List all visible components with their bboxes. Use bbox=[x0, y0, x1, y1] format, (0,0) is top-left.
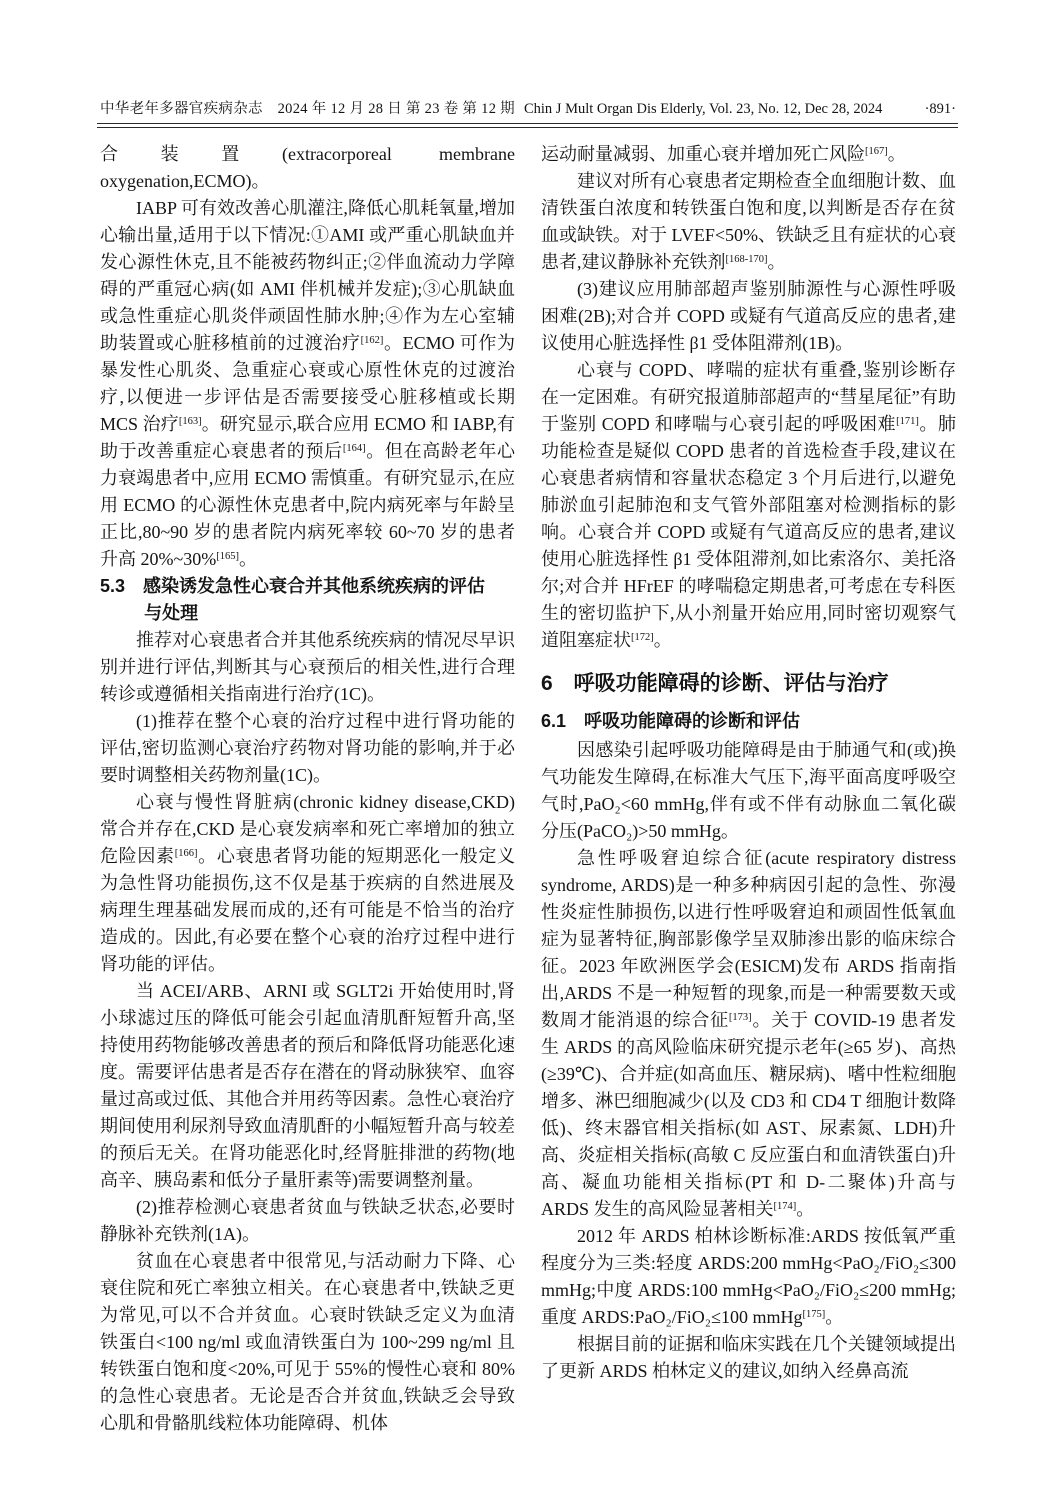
article-body bbox=[100, 141, 956, 1437]
paragraph: (1)推荐在整个心衰的治疗过程中进行肾功能的评估,密切监测心衰治疗药物对肾功能的影响,并于必要时调整相关药物剂量(1C)。 bbox=[100, 711, 515, 785]
reference-superscript: [172] bbox=[631, 632, 654, 643]
subsection-heading-line: 6.1 呼吸功能障碍的诊断和评估 bbox=[541, 711, 801, 731]
reference-superscript: [173] bbox=[728, 1012, 752, 1023]
page-number: ·891· bbox=[924, 101, 956, 117]
header-double-rule bbox=[97, 123, 958, 128]
reference-superscript: [168-170] bbox=[725, 254, 768, 265]
text-column-right bbox=[541, 141, 956, 1437]
reference-superscript: [165] bbox=[216, 551, 239, 562]
page-header bbox=[100, 97, 956, 118]
paragraph: 建议对所有心衰患者定期检查全血细胞计数、血清铁蛋白浓度和转铁蛋白饱和度,以判断是否存在贫血或缺铁。对于 LVEF<50%、铁缺乏且有症状的心衰患者,建议静脉补充铁剂[168-170]。 bbox=[541, 171, 956, 272]
journal-title-cn: 中华老年多器官疾病杂志 2024 年 12 月 28 日 第 23 卷 第 12 期 bbox=[100, 101, 515, 117]
paragraph: 当 ACEI/ARB、ARNI 或 SGLT2i 开始使用时,肾小球滤过压的降低可能会引起血清肌酐短暂升高,坚持使用药物能够改善患者的预后和降低肾功能恶化速度。需要评估患者是否存在潜在的肾动脉狭窄、血容量过高或过低、其他合并用药等因素。急性心衰治疗期间使用利尿剂导致血清肌酐的小幅短暂升高与较差的预后无关。在肾功能恶化时,经肾脏排泄的药物(地高辛、胰岛素和低分子量肝素等)需要调整剂量。 bbox=[100, 981, 515, 1190]
reference-superscript: [164] bbox=[342, 443, 366, 454]
paragraph: 贫血在心衰患者中很常见,与活动耐力下降、心衰住院和死亡率独立相关。在心衰患者中,铁缺乏更为常见,可以不合并贫血。心衰时铁缺乏定义为血清铁蛋白<100 ng/ml 或血清铁蛋白为 100~299 ng/ml 且转铁蛋白饱和度<20%,可见于 55%的慢性心衰和 80%的急性心衰患者。无论是否合并贫血,铁缺乏会导致心肌和骨骼肌线粒体功能障碍、机体 bbox=[100, 1251, 515, 1433]
reference-superscript: [163] bbox=[178, 416, 202, 427]
subsection-heading-line: 与处理 bbox=[144, 603, 199, 623]
paragraph: 根据目前的证据和临床实践在几个关键领域提出了更新 ARDS 柏林定义的建议,如纳入经鼻高流 bbox=[541, 1334, 956, 1381]
paragraph: (3)建议应用肺部超声鉴别肺源性与心源性呼吸困难(2B);对合并 COPD 或疑有气道高反应的患者,建议使用心脏选择性 β1 受体阻滞剂(1B)。 bbox=[541, 279, 956, 353]
paragraph: (2)推荐检测心衰患者贫血与铁缺乏状态,必要时静脉补充铁剂(1A)。 bbox=[100, 1197, 515, 1244]
paragraph: 因感染引起呼吸功能障碍是由于肺通气和(或)换气功能发生障碍,在标准大气压下,海平面高度呼吸空气时,PaO₂<60 mmHg,伴有或不伴有动脉血二氧化碳分压(PaCO₂)>50 mmHg。 bbox=[541, 740, 956, 841]
paragraph: 运动耐量减弱、加重心衰并增加死亡风险[167]。 bbox=[541, 144, 906, 164]
paragraph: 2012 年 ARDS 柏林诊断标准:ARDS 按低氧严重程度分为三类:轻度 ARDS:200 mmHg<PaO₂/FiO₂≤300 mmHg;中度 ARDS:100 mmHg<PaO₂/FiO₂≤200 mmHg;重度 ARDS:PaO₂/FiO₂≤100 mmHg[175]。 bbox=[541, 1226, 956, 1327]
paragraph: 心衰与 COPD、哮喘的症状有重叠,鉴别诊断存在一定困难。有研究报道肺部超声的“彗星尾征”有助于鉴别 COPD 和哮喘与心衰引起的呼吸困难[171]。肺功能检查是疑似 COPD 患者的首选检查手段,建议在心衰患者病情和容量状态稳定 3 个月后进行,以避免肺淤血引起肺泡和支气管外部阻塞对检测指标的影响。心衰合并 COPD 或疑有气道高反应的患者,建议使用心脏选择性 β1 受体阻滞剂,如比索洛尔、美托洛尔;对合并 HFrEF 的哮喘稳定期患者,可考虑在专科医生的密切监护下,从小剂量开始应用,同时密切观察气道阻塞症状[172]。 bbox=[541, 360, 956, 650]
reference-superscript: [162] bbox=[360, 335, 384, 346]
paragraph: 急性呼吸窘迫综合征(acute respiratory distress syndrome, ARDS)是一种多种病因引起的急性、弥漫性炎症性肺损伤,以进行性呼吸窘迫和顽固性低氧血症为显著特征,胸部影像学呈双肺渗出影的临床综合征。2023 年欧洲医学会(ESICM)发布 ARDS 指南指出,ARDS 不是一种短暂的现象,而是一种需要数天或数周才能消退的综合征[173]。关于 COVID-19 患者发生 ARDS 的高风险临床研究提示老年(≥65 岁)、高热(≥39℃)、合并症(如高血压、糖尿病)、嗜中性粒细胞增多、淋巴细胞减少(以及 CD3 和 CD4 T 细胞计数降低)、终末器官相关指标(如 AST、尿素氮、LDH)升高、炎症相关指标(高敏 C 反应蛋白和血清铁蛋白)升高、凝血功能相关指标(PT 和 D-二聚体)升高与 ARDS 发生的高风险显著相关[174]。 bbox=[541, 848, 956, 1219]
paragraph: 推荐对心衰患者合并其他系统疾病的情况尽早识别并进行评估,判断其与心衰预后的相关性,进行合理转诊或遵循相关指南进行治疗(1C)。 bbox=[100, 630, 515, 704]
paragraph: 合装置(extracorporeal membrane oxygenation,ECMO)。 bbox=[100, 144, 515, 191]
subsection-heading-line: 5.3 感染诱发急性心衰合并其他系统疾病的评估 bbox=[100, 576, 486, 596]
reference-superscript: [166] bbox=[174, 848, 198, 859]
reference-superscript: [175] bbox=[802, 1309, 826, 1320]
reference-superscript: [171] bbox=[896, 416, 919, 427]
reference-superscript: [167] bbox=[865, 146, 888, 157]
subsection-heading bbox=[100, 573, 515, 627]
journal-title-en: Chin J Mult Organ Dis Elderly, Vol. 23, No. 12, Dec 28, 2024 bbox=[523, 101, 883, 117]
paragraph: 心衰与慢性肾脏病(chronic kidney disease,CKD)常合并存在,CKD 是心衰发病率和死亡率增加的独立危险因素[166]。心衰患者肾功能的短期恶化一般定义为急性肾功能损伤,这不仅是基于疾病的自然进展及病理生理基础发展而成的,还有可能是不恰当的治疗造成的。因此,有必要在整个心衰的治疗过程中进行肾功能的评估。 bbox=[100, 792, 516, 974]
reference-superscript: [174] bbox=[773, 1201, 797, 1212]
text-column-left bbox=[100, 141, 515, 1437]
paragraph: IABP 可有效改善心肌灌注,降低心肌耗氧量,增加心输出量,适用于以下情况:①AMI 或严重心肌缺血并发心源性休克,且不能被药物纠正;②伴血流动力学障碍的严重冠心病(如 AMI 伴机械并发症);③心肌缺血或急性重症心肌炎伴顽固性肺水肿;④作为左心室辅助装置或心脏移植前的过渡治疗[162]。ECMO 可作为暴发性心肌炎、急重症心衰或心原性休克的过渡治疗,以便进一步评估是否需要接受心脏移植或长期 MCS 治疗[163]。研究显示,联合应用 ECMO 和 IABP,有助于改善重症心衰患者的预后[164]。但在高龄老年心力衰竭患者中,应用 ECMO 需慎重。有研究显示,在应用 ECMO 的心源性休克患者中,院内病死率与年龄呈正比,80~90 岁的患者院内病死率较 60~70 岁的患者升高 20%~30%[165]。 bbox=[100, 198, 516, 569]
subsection-heading bbox=[541, 708, 956, 735]
section-heading: 6 呼吸功能障碍的诊断、评估与治疗 bbox=[541, 672, 889, 695]
